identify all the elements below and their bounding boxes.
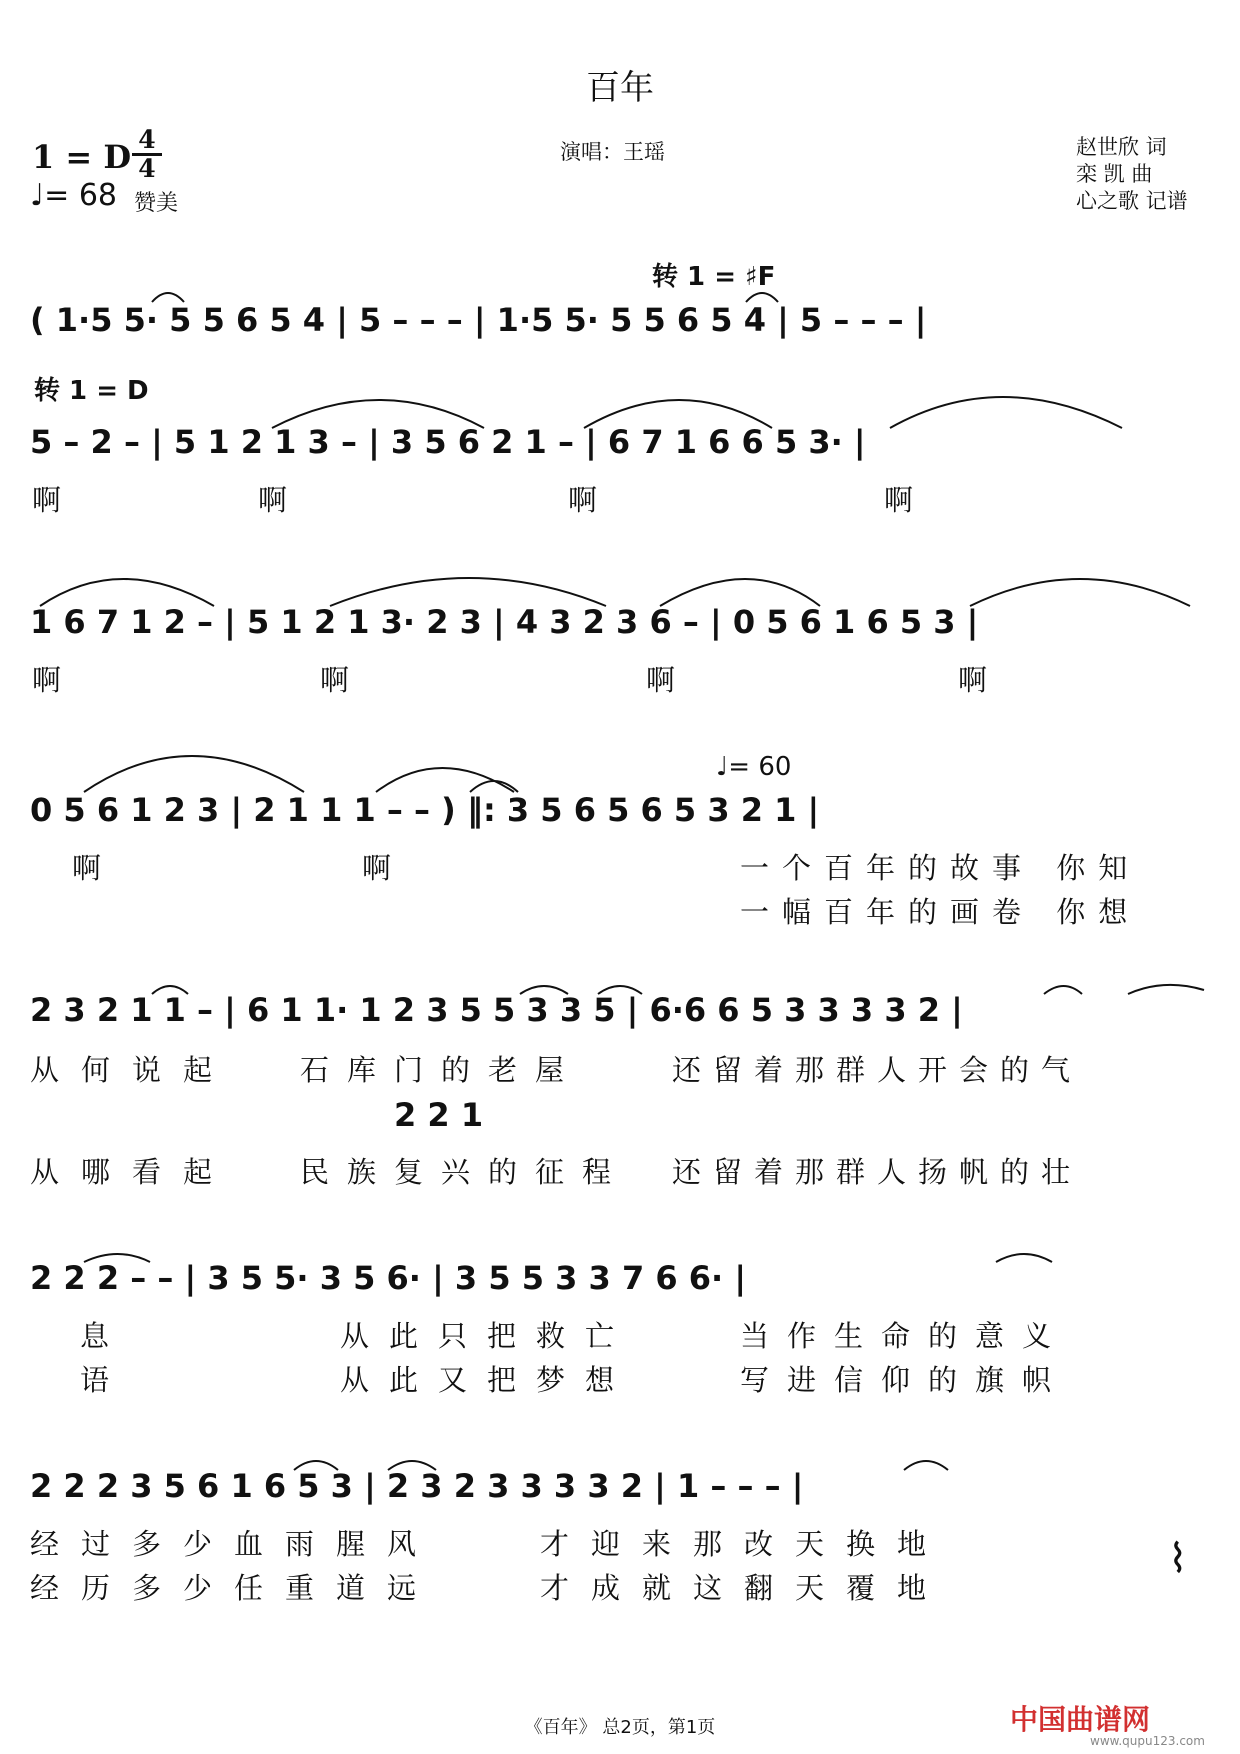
modulation-marking: 转 1 = ♯F [652, 262, 776, 292]
lyric-line: 还留着那群人开会的气 [672, 1053, 1083, 1087]
lyric-line: 写进信仰的旗帜 [740, 1363, 1070, 1397]
modulation-marking: 转 1 = D [34, 376, 149, 406]
time-numerator: 4 [138, 125, 156, 154]
notation-row: 2 2 2 – – | 3 5 5· 3 5 6· | 3 5 5 3 3 7 6 6· | [30, 1259, 746, 1297]
mood-marking: 赞美 [134, 191, 179, 216]
lyric-syllable: 啊 [320, 663, 350, 697]
transcriber-credit: 心之歌 记谱 [1076, 189, 1188, 213]
alternate-notes: 2 2 1 [394, 1096, 484, 1134]
lyric-line: 才成就这翻天覆地 [540, 1571, 949, 1605]
lyric-line: 还留着那群人扬帆的壮 [672, 1155, 1083, 1189]
lyric-line: 才迎来那改天换地 [540, 1527, 949, 1561]
notation-row: 2 3 2 1 1 – | 6 1 1· 1 2 3 5 5 3 3 5 | 6·6 6 5 3 3 3 3 2 | [30, 991, 963, 1029]
score-title: 百年 [586, 68, 654, 108]
page-footer: 《百年》 总2页，第1页 [524, 1717, 716, 1738]
lyric-line: 从此又把梦想 [340, 1363, 635, 1397]
lyric-line: 石库门的老屋 [300, 1053, 583, 1087]
singer-credit: 演唱：王瑶 [560, 140, 665, 164]
lyric-line: 经历多少任重道远 [30, 1571, 439, 1605]
lyric-syllable: 啊 [32, 663, 62, 697]
notation-row: 5 – 2 – | 5 1 2 1 3 – | 3 5 6 2 1 – | 6 7 1 6 6 5 3· | [30, 423, 866, 461]
notation-row: 2 2 2 3 5 6 1 6 5 3 | 2 3 2 3 3 3 3 2 | 1 – – – | [30, 1467, 804, 1505]
lyric-syllable: 啊 [258, 483, 288, 517]
lyric-syllable: 啊 [958, 663, 988, 697]
tempo-change-marking: ♩= 60 [716, 752, 792, 782]
lyric-syllable: 啊 [32, 483, 62, 517]
site-watermark-url: www.qupu123.com [1090, 1734, 1205, 1748]
key-signature: 1 = D [32, 138, 132, 176]
lyric-syllable: 息 [80, 1319, 110, 1353]
lyric-line: 从何说起 [30, 1053, 235, 1087]
lyric-syllable: 啊 [884, 483, 914, 517]
lyric-syllable: 啊 [72, 851, 102, 885]
notation-row: 1 6 7 1 2 – | 5 1 2 1 3· 2 3 | 4 3 2 3 6 – | 0 5 6 1 6 5 3 | [30, 603, 979, 641]
lyricist-credit: 赵世欣 词 [1076, 135, 1167, 159]
time-signature [132, 125, 162, 183]
lyric-line: 民族复兴的征程 [300, 1155, 630, 1189]
lyric-syllable: 啊 [362, 851, 392, 885]
composer-credit: 栾 凯 曲 [1076, 162, 1153, 186]
lyric-line: 从此只把救亡 [340, 1319, 635, 1353]
breath-mark-icon: ⌇ [1168, 1536, 1188, 1582]
lyric-syllable: 啊 [646, 663, 676, 697]
tempo-marking: ♩= 68 [30, 178, 117, 213]
lyric-syllable: 语 [80, 1363, 110, 1397]
time-denominator: 4 [138, 154, 156, 183]
lyric-line: 一个百年的故事 你知 [740, 851, 1141, 885]
site-watermark-logo: 中国曲谱网 [1010, 1703, 1151, 1736]
notation-row: 0 5 6 1 2 3 | 2 1 1 1 – – ) ‖: 3 5 6 5 6 5 3 2 1 | [30, 791, 820, 829]
lyric-line: 一幅百年的画卷 你想 [740, 895, 1141, 929]
lyric-line: 从哪看起 [30, 1155, 235, 1189]
lyric-line: 当作生命的意义 [740, 1319, 1070, 1353]
lyric-syllable: 啊 [568, 483, 598, 517]
notation-row: ( 1·5 5· 5 5 6 5 4 | 5 – – – | 1·5 5· 5 5 6 5 4 | 5 – – – | [30, 301, 927, 339]
author-credits [1076, 134, 1188, 215]
lyric-line: 经过多少血雨腥风 [30, 1527, 439, 1561]
